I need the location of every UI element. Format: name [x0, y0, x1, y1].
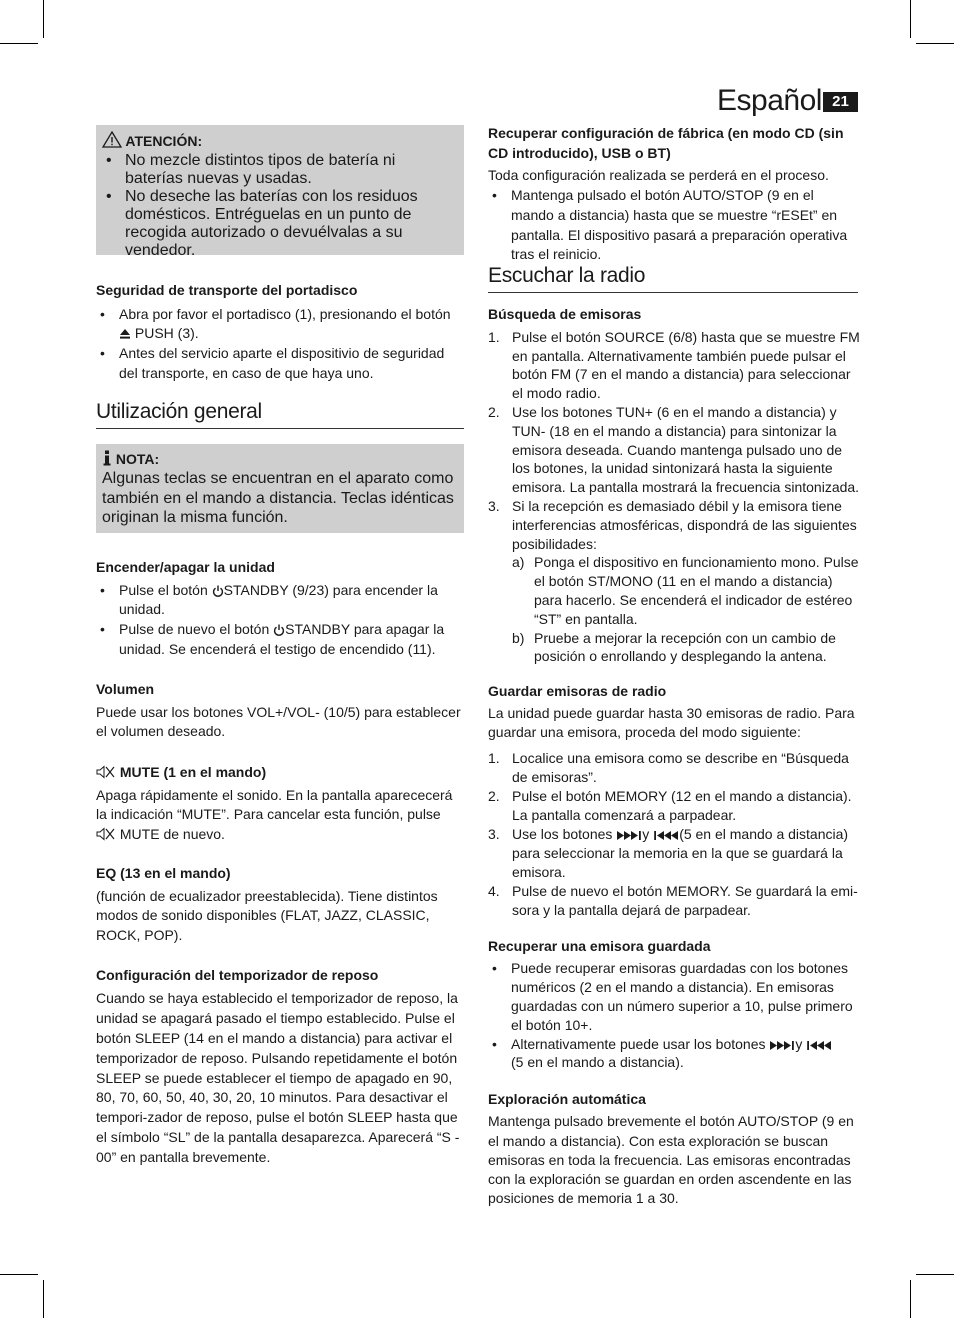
attention-list	[102, 152, 456, 260]
list-item: b) Pruebe a mejorar la recepción con un cambio de posición o enrollando y desplegando la antena.	[512, 629, 836, 665]
list-item: 3. Si la recepción es demasiado débil y la emisora tiene interferencias atmosféricas, dispondrá de las siguientes posibilidades: a) Ponga el dispositivo en funcionamiento mono. Pulse el botón ST/MONO (11 en el mando a distancia) para hacerlo. Se encenderá el indicador de estéreo “ST” en pantalla. b) Pruebe a mejorar la recepción con un cambio de posición o enrollando y desplegando la antena.	[488, 497, 859, 665]
section-heading: Exploración automática	[488, 1091, 646, 1107]
crop-mark	[43, 0, 44, 38]
list-item: 2. Use los botones TUN+ (6 en el mando a distancia) y TUN- (18 en el mando a distancia) para sintonizar la emisora deseada. Cuando mantenga pulsado uno de los botones, la unidad sintonizará hasta la siguiente emisora. La pantalla mostrará la frecuencia sintonizada.	[488, 403, 860, 496]
crop-mark	[916, 1274, 954, 1275]
previous-icon	[806, 1040, 832, 1051]
next-icon	[769, 1040, 795, 1051]
attention-box	[96, 125, 464, 259]
page-number: 21	[823, 92, 858, 112]
section-text: Toda configuración realizada se perderá en el proceso.	[488, 167, 829, 184]
section-title-general: Utilización general	[96, 400, 464, 429]
transport-section	[96, 281, 464, 384]
section-heading: Seguridad de transporte del portadisco	[96, 282, 358, 298]
mute-section: MUTE (1 en el mando) Apaga rápidamente el sonido. En la pantalla aparececerá la indicación “MUTE”. Para cancelar esta función, pulse MUTE de nuevo.	[96, 763, 464, 845]
crop-mark	[0, 1274, 38, 1275]
section-title-radio: Escuchar la radio	[488, 264, 858, 293]
section-text: (función de ecualizador preestablecida). Tiene distintos modos de sonido disponibles (FLAT, JAZZ, CLASSIC, ROCK, POP).	[96, 887, 438, 944]
list-item: 3. Use los botones y (5 en el mando a distancia) para seleccionar la memoria en la que se guardará la emisora.	[488, 826, 849, 880]
list-item: • Puede recuperar emisoras guardadas con los botones numéricos (2 en el mando a distancia). En emisoras guardadas con un número superior a 10, pulse primero el botón 10+.	[488, 959, 860, 1035]
section-heading: Búsqueda de emisoras	[488, 306, 642, 322]
store-section	[488, 682, 860, 920]
eject-icon	[119, 328, 131, 340]
section-heading: Guardar emisoras de radio	[488, 683, 667, 699]
mute-icon	[96, 765, 116, 779]
section-heading: EQ (13 en el mando)	[96, 865, 231, 881]
list-item: • Pulse de nuevo el botón STANDBY para apagar la unidad. Se encenderá el testigo de encendido (11).	[96, 620, 464, 659]
list-item: • Alternativamente puede usar los botones y (5 en el mando a distancia).	[488, 1035, 860, 1073]
section-heading: Encender/apagar la unidad	[96, 559, 275, 575]
section-text: Apaga rápidamente el sonido. En la pantalla aparececerá la indicación “MUTE”. Para cancelar esta función, pulse	[96, 786, 453, 823]
list-item: 4. Pulse de nuevo el botón MEMORY. Se guardará la emi-sora y la pantalla dejará de parpadear.	[488, 883, 858, 918]
warning-icon	[102, 131, 122, 148]
note-text: Algunas teclas se encuentran en el aparato como también en el mando a distancia. Teclas idénticas originan la misma función.	[102, 470, 454, 527]
next-icon	[616, 830, 642, 841]
list-item: 1. Pulse el botón SOURCE (6/8) hasta que se muestre FM en pantalla. Alternativamente también puede pulsar el botón FM (7 en el mando a distancia) para seleccionar el modo radio.	[488, 328, 860, 402]
list-item: • Antes del servicio aparte el dispositivio de seguridad del transporte, en caso de que haya uno.	[96, 344, 464, 383]
sleep-section	[96, 966, 464, 1168]
crop-mark	[0, 43, 38, 44]
section-heading: Configuración del temporizador de reposo	[96, 967, 379, 983]
list-item: a) Ponga el dispositivo en funcionamiento mono. Pulse el botón ST/MONO (11 en el mando a distancia) para hacerlo. Se encenderá el indicador de estéreo “ST” en pantalla.	[512, 554, 859, 627]
info-icon	[102, 450, 112, 466]
note-box	[96, 444, 464, 533]
reset-section	[488, 124, 860, 265]
autoscan-section	[488, 1090, 860, 1209]
volume-section	[96, 680, 464, 742]
section-text: La unidad puede guardar hasta 30 emisoras de radio. Para guardar una emisora, proceda del modo siguiente:	[488, 705, 855, 740]
crop-mark	[910, 1280, 911, 1318]
crop-mark	[43, 1280, 44, 1318]
attention-title: ATENCIÓN:	[125, 133, 203, 149]
list-item: • Abra por favor el portadisco (1), presionando el botón PUSH (3).	[96, 305, 464, 344]
recall-section	[488, 937, 860, 1072]
section-text: Puede usar los botones VOL+/VOL- (10/5) para establecer el volumen deseado.	[96, 703, 461, 740]
list-item: 1. Localice una emisora como se describe en “Búsqueda de emisoras”.	[488, 750, 849, 785]
power-icon	[273, 624, 285, 636]
section-heading: Recuperar configuración de fábrica (en modo CD (sin CD introducido), USB o BT)	[488, 125, 844, 161]
section-heading: Volumen	[96, 681, 155, 697]
list-item: • Mantenga pulsado el botón AUTO/STOP (9 en el mando a distancia) hasta que se muestre “rESEt” en pantalla. El dispositivo pasará a preparación operativa tras el reinicio.	[488, 186, 860, 265]
power-icon	[212, 585, 224, 597]
section-text: Cuando se haya establecido el temporizador de reposo, la unidad se apagará pasado el tiempo establecido. Pulse el botón SLEEP (14 en el mando a distancia) para activar el temporizador de reposo. Pulsando repetidamente el botón SLEEP se puede establecer el tiempo de apagado en 90, 80, 70, 60, 50, 40, 30, 20, 10 minutos. Para desactivar el tempori-zador de reposo, pulse el botón SLEEP hasta que el símbolo “SL” de la pantalla desaparezca. Aparecerá “S - 00” en pantalla brevemente.	[96, 989, 460, 1166]
eq-section	[96, 864, 464, 946]
mute-icon	[96, 827, 116, 841]
power-section	[96, 558, 464, 660]
note-title: NOTA:	[115, 451, 160, 467]
crop-mark	[916, 43, 954, 44]
list-item: • No mezcle distintos tipos de batería ni baterías nuevas y usadas.	[102, 152, 456, 188]
search-section	[488, 305, 860, 666]
section-text: Mantenga pulsado brevemente el botón AUTO/STOP (9 en el mando a distancia). Con esta exploración se buscan emisoras en toda la frecuencia. Las emisoras encontradas con la exploración se guardan en orden ascendente en las posiciones de memoria 1 a 30.	[488, 1113, 854, 1207]
crop-mark	[910, 0, 911, 38]
page-language-title: Español	[717, 84, 822, 117]
list-item: 2. Pulse el botón MEMORY (12 en el mando a distancia). La pantalla comenzará a parpadear.	[488, 788, 852, 823]
section-heading: Recuperar una emisora guardada	[488, 938, 711, 954]
previous-icon	[653, 830, 679, 841]
list-item: • Pulse el botón STANDBY (9/23) para encender la unidad.	[96, 581, 464, 620]
list-item: • No deseche las baterías con los residuos domésticos. Entréguelas en un punto de recogida autorizado o devuélvalas a su vendedor.	[102, 188, 456, 260]
section-heading: MUTE (1 en el mando)	[119, 764, 267, 780]
